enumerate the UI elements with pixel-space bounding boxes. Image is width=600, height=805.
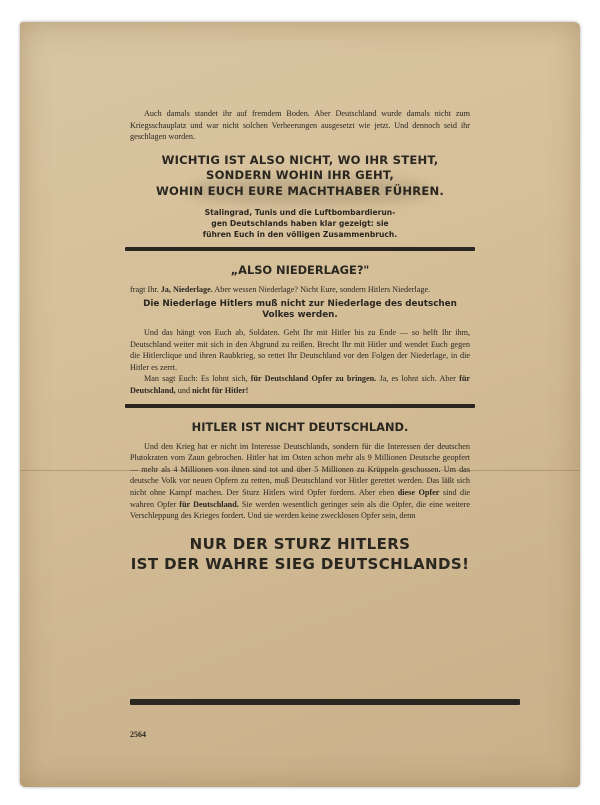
section2-paragraph — [130, 441, 470, 522]
final-slogan — [100, 534, 500, 574]
section2-bold-2: für Deutschland. — [179, 499, 239, 509]
subheadline — [130, 207, 470, 240]
subheadline-line-3: führen Euch in den völligen Zusammenbruch. — [202, 230, 398, 240]
para2-bold: für Deutschland Opfer zu bringen. — [250, 374, 377, 384]
subheadline-line-2: gen Deutschlands haben klar gezeigt: sie — [211, 219, 389, 229]
divider-rule-1 — [125, 247, 475, 251]
section2-text-a: Und den Krieg hat er nicht im Interesse Deutschlands, sondern für die Interessen der deutschen Plutokraten vom Zaun gebrochen. Hitler hat im Osten schon mehr als 9 Millionen Deutsche geopfert — mehr als 4 Millionen von ihnen sind tot und über 5 Millionen zu Krüppeln geschossen. Um das deutsche Volk vor neuen Opfern zu retten, muß Deutschland vor Hitler gerettet werden. Das läßt sich nicht ohne Kampf machen. Der Sturz Hitlers wird Opfer fordern. Aber eben — [130, 441, 470, 497]
divider-rule-2 — [125, 404, 475, 408]
divider-rule-bottom — [130, 699, 520, 705]
para2-start: Man sagt Euch: Es lohnt sich, — [144, 374, 248, 384]
intro-paragraph: Auch damals standet ihr auf fremdem Boden. Aber Deutschland wurde damals nicht zum Kriegsschauplatz und war nicht solchen Verheerungen ausgesetzt wie jetzt. Und dennoch seid ihr geschlagen worden. — [130, 109, 470, 142]
leaflet-content — [130, 108, 470, 574]
section2-bold-1: diese Opfer — [397, 488, 440, 497]
lead-prefix: fragt Ihr. — [130, 285, 159, 295]
section1-paragraph-1: Und das hängt von Euch ab, Soldaten. Geht Ihr mit Hitler bis zu Ende — so helft Ihr ihm, Deutschland weiter mit sich in den Abgrund zu reißen. Brecht Ihr mit Hitler und wendet Euch gegen die Hitlerclique und ihren Raubkrieg, so rettet Ihr Deutschland vor den Folgen der Niederlage, in die Hitler es zerrt. — [130, 328, 470, 372]
headline-line-2: SONDERN WOHIN IHR GEHT, — [206, 168, 394, 183]
section-title-niederlage: „ALSO NIEDERLAGE?" — [230, 263, 370, 278]
headline-main — [120, 153, 480, 200]
lead-rest: Aber wessen Niederlage? Nicht Eure, sondern Hitlers Niederlage. — [214, 285, 431, 295]
final-line-1: NUR DER STURZ HITLERS — [189, 534, 411, 553]
section1-lead — [130, 284, 470, 296]
leaflet-code-number: 2564 — [130, 730, 146, 739]
section-title-hitler: HITLER IST NICHT DEUTSCHLAND. — [191, 419, 409, 434]
para2-bold-2: für Deutschland, — [130, 374, 471, 396]
headline-line-3: WOHIN EUCH EURE MACHTHABER FÜHREN. — [155, 183, 445, 198]
para2-and: und — [177, 386, 191, 396]
para2-mid: Ja, es lohnt sich. Aber — [379, 374, 456, 384]
headline-line-1: WICHTIG IST ALSO NICHT, WO IHR STEHT, — [161, 152, 439, 167]
section2-text-end: Sie werden wesentlich geringer sein als die Opfer, die eine weitere Verschleppung des Krieges fordert. Und sie werden keine zwecklosen Opfer sein, denn — [130, 499, 470, 521]
subheadline-line-1: Stalingrad, Tunis und die Luftbombardierun- — [204, 208, 396, 218]
final-line-2: IST DER WAHRE SIEG DEUTSCHLANDS! — [130, 554, 470, 573]
section1-paragraph-2 — [130, 373, 470, 396]
para2-bold-3: nicht für Hitler! — [192, 386, 249, 396]
section2-text-mid: sind die wahren Opfer — [130, 488, 471, 509]
lead-bold: Ja, Niederlage. — [160, 285, 213, 295]
section1-bold-statement: Die Niederlage Hitlers muß nicht zur Niederlage des deutschen Volkes werden. — [143, 298, 457, 321]
